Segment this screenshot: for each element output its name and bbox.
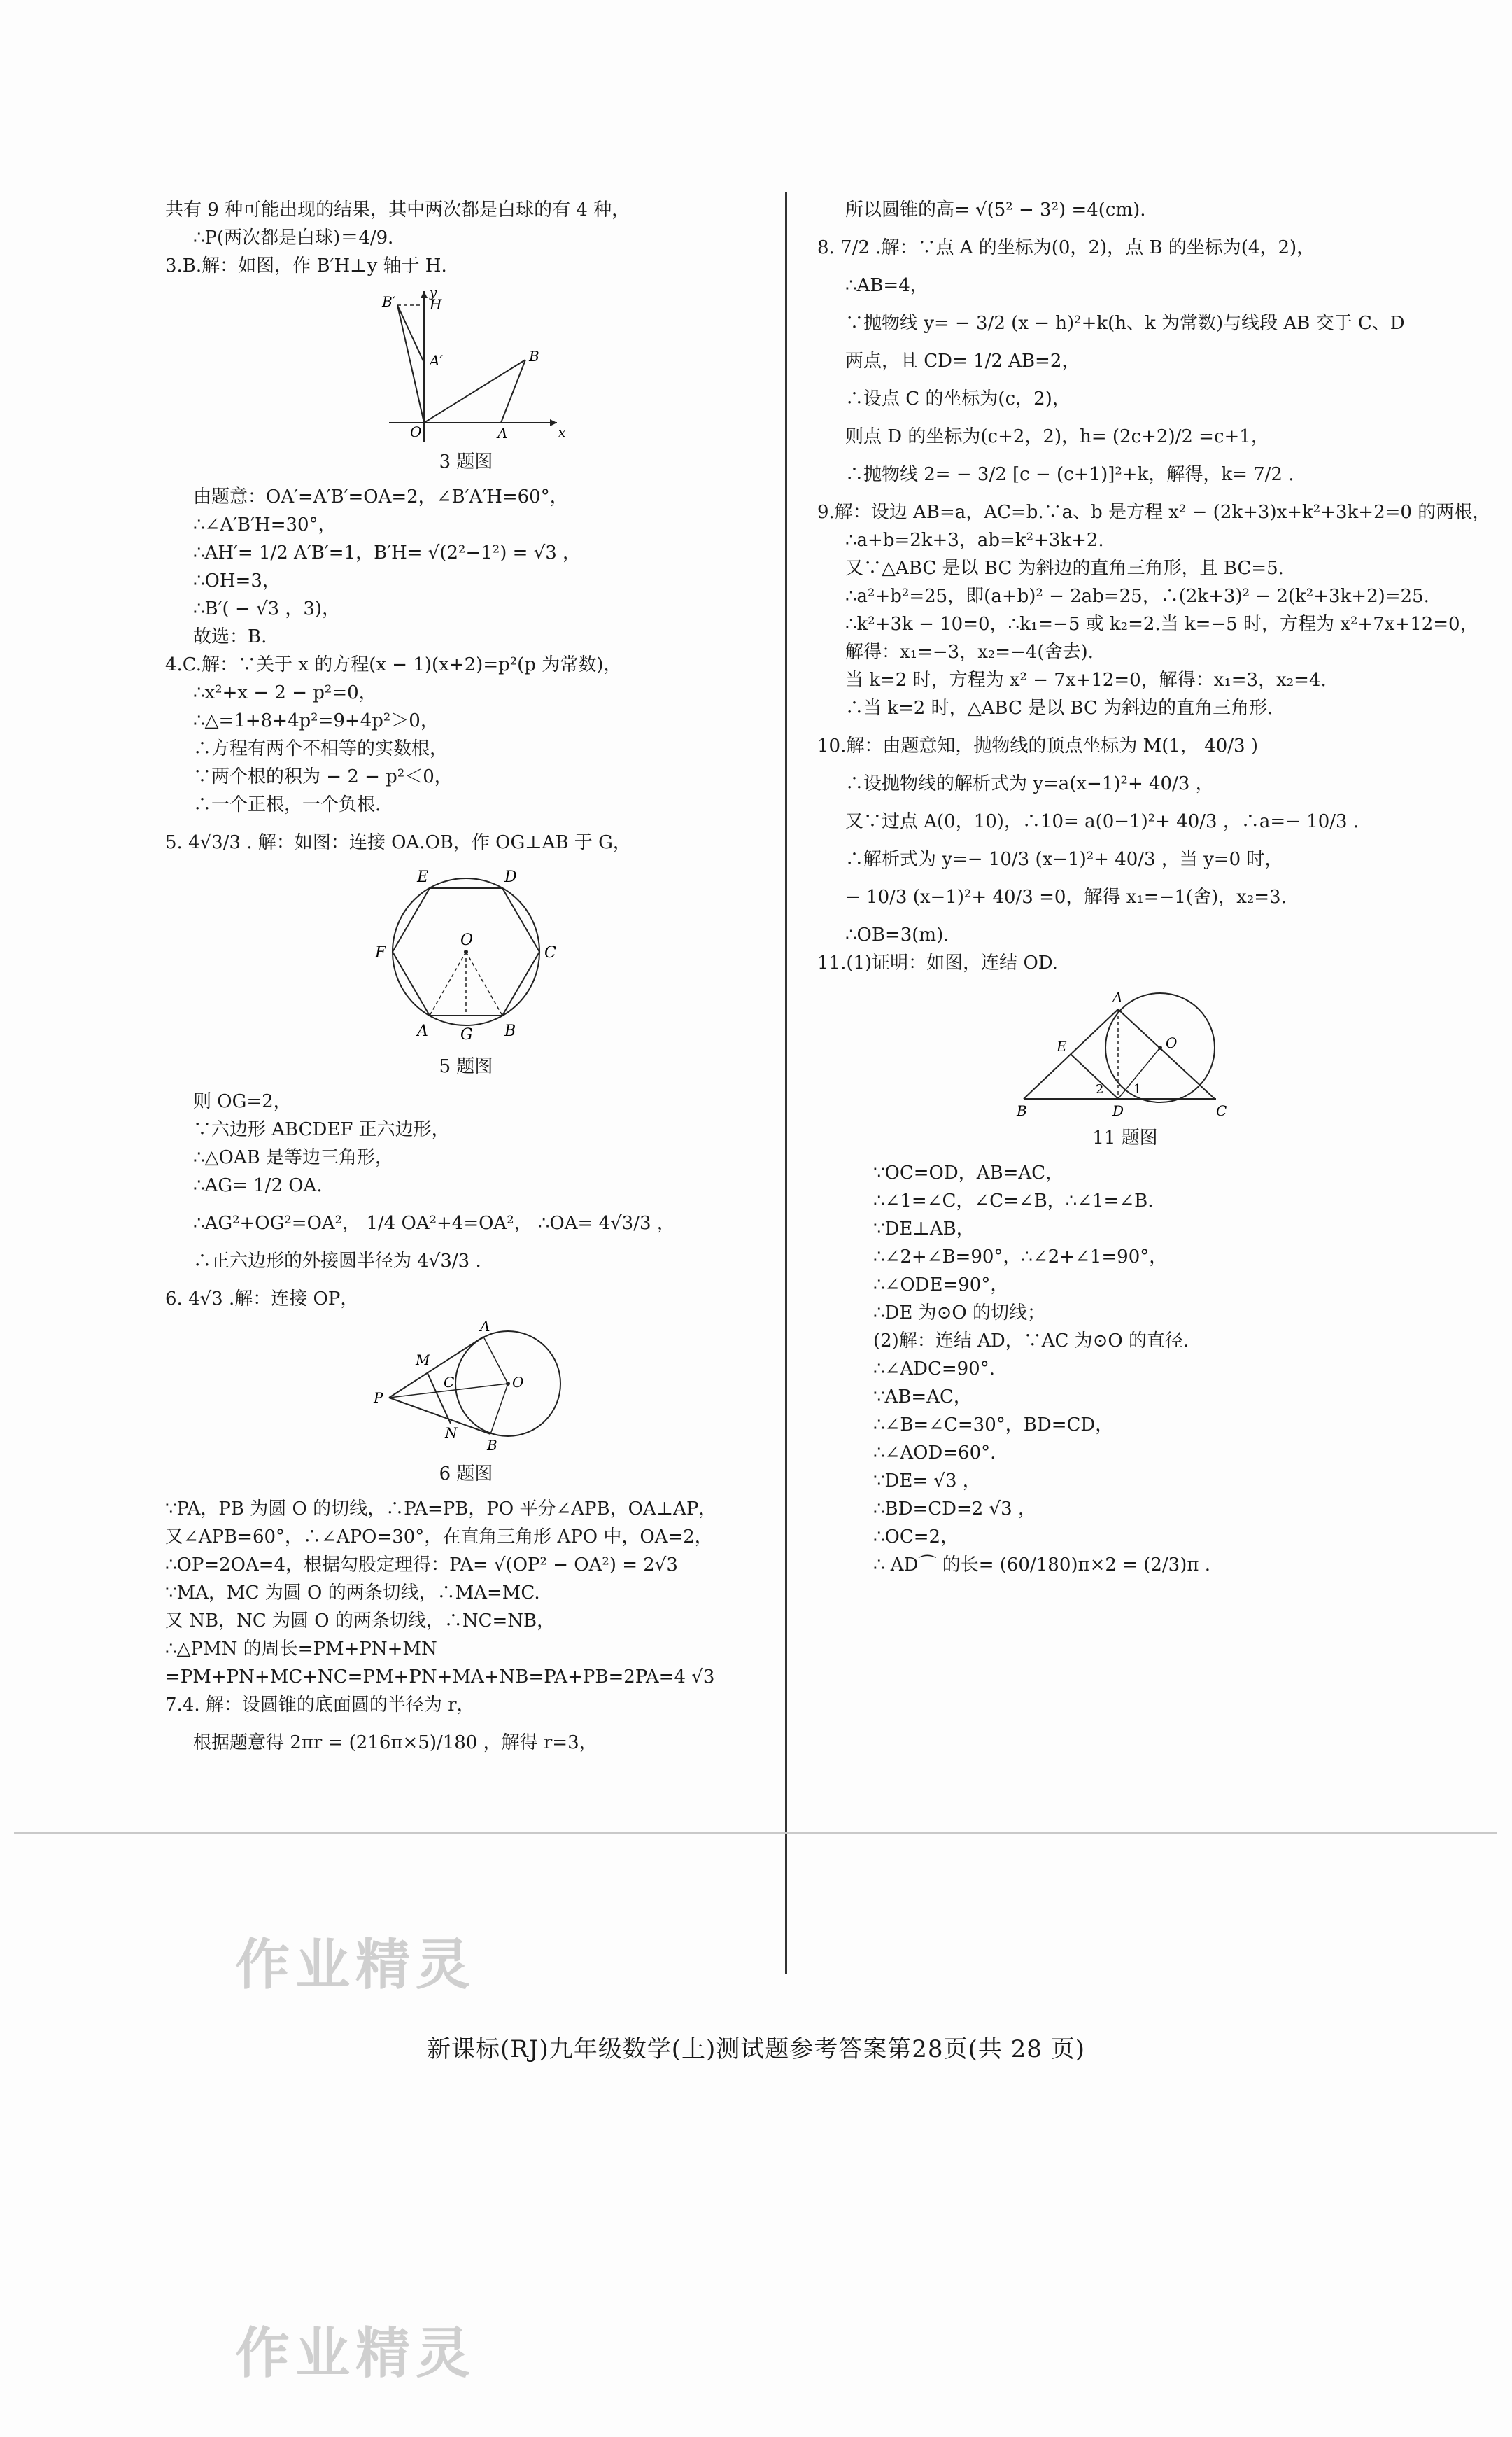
text-line: ∴方程有两个不相等的实数根， — [193, 738, 448, 759]
figure-label: O — [1166, 1034, 1178, 1051]
text-line: 当 k=2 时，方程为 x² − 7x+12=0，解得：x₁=3，x₂=4. — [845, 670, 1327, 691]
text-line: ∴DE 为⊙O 的切线； — [873, 1302, 1045, 1323]
figure-label: D — [504, 869, 517, 886]
text-line: ∴∠B=∠C=30°，BD=CD， — [873, 1414, 1114, 1435]
text-line: 由题意：OA′=A′B′=OA=2，∠B′A′H=60°， — [193, 486, 568, 507]
text-line: 3.B.解：如图，作 B′H⊥y 轴于 H. — [165, 255, 447, 276]
text-line: ∴∠A′B′H=30°， — [193, 514, 337, 535]
figure-caption: 6 题图 — [439, 1463, 493, 1484]
text-line: ∵MA，MC 为圆 O 的两条切线，∴MA=MC. — [165, 1582, 540, 1603]
text-line: 4.C.解：∵关于 x 的方程(x − 1)(x+2)=p²(p 为常数)， — [165, 654, 622, 675]
text-line: ∴AH′= 1/2 A′B′=1，B′H= √(2²−1²) = √3 ， — [193, 542, 581, 563]
figure-label: y — [430, 286, 437, 300]
page-fold-line — [14, 1832, 1497, 1834]
page-footer: 新课标(RJ)九年级数学(上)测试题参考答案第28页(共 28 页) — [427, 2035, 1085, 2063]
text-line: 共有 9 种可能出现的结果，其中两次都是白球的有 4 种， — [165, 199, 630, 220]
text-line: ∴a+b=2k+3，ab=k²+3k+2. — [845, 530, 1104, 551]
text-line: ∴△=1+8+4p²=9+4p²＞0， — [193, 710, 439, 731]
figure-label: A — [480, 1318, 490, 1335]
text-line: − 10/3 (x−1)²+ 40/3 =0，解得 x₁=−1(舍)，x₂=3. — [845, 887, 1287, 908]
figure-label: A — [417, 1023, 428, 1040]
text-line: ∴a²+b²=25，即(a+b)² − 2ab=25，∴(2k+3)² − 2(k²+3k+2)=25. — [845, 586, 1429, 607]
text-line: ∵PA，PB 为圆 O 的切线，∴PA=PB，PO 平分∠APB，OA⊥AP， — [165, 1498, 717, 1519]
watermark: 作业精灵 — [235, 1934, 476, 1997]
text-line: ∴AG²+OG²=OA²， 1/4 OA²+4=OA²， ∴OA= 4√3/3 ， — [193, 1213, 675, 1234]
text-line: ∴OC=2， — [873, 1526, 959, 1547]
text-line: ∴ AD⌒ 的长= (60/180)π×2 = (2/3)π . — [873, 1554, 1210, 1575]
figure-label: O — [460, 932, 474, 949]
text-line: ∴BD=CD=2 √3 ， — [873, 1498, 1036, 1519]
figure-caption: 11 题图 — [1092, 1128, 1158, 1149]
figure-label: B — [487, 1437, 497, 1454]
text-line: ∵AB=AC， — [873, 1386, 972, 1407]
text-line: ∴OP=2OA=4，根据勾股定理得：PA= √(OP² − OA²) = 2√3 — [165, 1554, 678, 1575]
text-line: 则 OG=2， — [193, 1091, 292, 1112]
figure-3 — [361, 284, 571, 445]
text-line: 又∠APB=60°，∴∠APO=30°，在直角三角形 APO 中，OA=2， — [165, 1526, 713, 1547]
text-line: 所以圆锥的高= √(5² − 3²) =4(cm). — [845, 199, 1146, 220]
text-line: 9.解：设边 AB=a，AC=b.∵a、b 是方程 x² − (2k+3)x+k²+3k+2=0 的两根， — [817, 502, 1491, 523]
figure-label: F — [375, 944, 386, 962]
text-line: =PM+PN+MC+NC=PM+PN+MA+NB=PA+PB=2PA=4 √3 — [165, 1666, 715, 1687]
text-line: ∴B′( − √3 ，3)， — [193, 598, 341, 619]
text-line: ∴正六边形的外接圆半径为 4√3/3 . — [193, 1251, 481, 1272]
figure-caption: 3 题图 — [439, 451, 493, 472]
figure-label: G — [460, 1026, 473, 1044]
text-line: 根据题意得 2πr = (216π×5)/180 ，解得 r=3， — [193, 1732, 598, 1753]
text-line: ∴∠ADC=90°. — [873, 1358, 995, 1379]
figure-label: B — [1017, 1102, 1027, 1119]
text-line: ∴∠AOD=60°. — [873, 1442, 996, 1463]
figure-label: A — [497, 425, 508, 442]
text-line: ∴△PMN 的周长=PM+PN+MN — [165, 1638, 437, 1659]
text-line: ∴一个正根，一个负根. — [193, 794, 381, 815]
text-line: 又∵△ABC 是以 BC 为斜边的直角三角形，且 BC=5. — [845, 558, 1284, 579]
text-line: ∵六边形 ABCDEF 正六边形， — [193, 1119, 450, 1140]
figure-label: B′ — [382, 293, 396, 310]
text-line: 10.解：由题意知，抛物线的顶点坐标为 M(1， 40/3 ) — [817, 736, 1258, 757]
text-line: ∵DE= √3 ， — [873, 1470, 981, 1491]
figure-label: C — [1216, 1102, 1227, 1119]
figure-label: E — [417, 869, 429, 886]
text-line: ∴AG= 1/2 OA. — [193, 1175, 323, 1196]
figure-5 — [361, 861, 571, 1050]
text-line: ∵两个根的积为 − 2 − p²＜0， — [193, 766, 453, 787]
text-line: ∴AB=4， — [845, 275, 928, 296]
text-line: 7.4. 解：设圆锥的底面圆的半径为 r， — [165, 1694, 475, 1715]
text-line: ∴∠2+∠B=90°，∴∠2+∠1=90°， — [873, 1246, 1168, 1267]
text-line: ∴OB=3(m). — [845, 925, 949, 946]
figure-label: 2 — [1096, 1082, 1104, 1097]
figure-label: B — [504, 1023, 516, 1040]
figure-6 — [361, 1317, 571, 1457]
text-line: 8. 7/2 .解：∵点 A 的坐标为(0，2)，点 B 的坐标为(4，2)， — [817, 237, 1315, 258]
text-line: 5. 4√3/3 . 解：如图：连接 OA.OB，作 OG⊥AB 于 G， — [165, 832, 631, 853]
figure-label: x — [558, 426, 566, 440]
figure-label: O — [410, 423, 422, 440]
figure-label: H — [430, 296, 442, 313]
text-line: 两点，且 CD= 1/2 AB=2， — [845, 351, 1080, 372]
left-column — [165, 196, 767, 1757]
figure-label: 1 — [1133, 1082, 1142, 1097]
text-line: ∴设点 C 的坐标为(c，2)， — [845, 388, 1071, 409]
text-line: ∴△OAB 是等边三角形， — [193, 1147, 394, 1168]
text-line: ∵OC=OD，AB=AC， — [873, 1163, 1064, 1184]
text-line: 11.(1)证明：如图，连结 OD. — [817, 953, 1058, 974]
figure-label: N — [445, 1424, 458, 1441]
figure-label: E — [1057, 1038, 1067, 1055]
figure-label: C — [444, 1374, 455, 1391]
text-line: ∵DE⊥AB， — [873, 1218, 975, 1239]
text-line: ∴OH=3， — [193, 570, 281, 591]
text-line: ∴解析式为 y=− 10/3 (x−1)²+ 40/3 ，当 y=0 时， — [845, 849, 1283, 870]
text-line: 则点 D 的坐标为(c+2，2)，h= (2c+2)/2 =c+1， — [845, 426, 1269, 447]
figure-11 — [1013, 981, 1237, 1121]
column-divider — [785, 192, 787, 1974]
figure-label: A — [1112, 989, 1123, 1006]
text-line: ∴设抛物线的解析式为 y=a(x−1)²+ 40/3 ， — [845, 773, 1214, 794]
text-line: (2)解：连结 AD，∵AC 为⊙O 的直径. — [873, 1330, 1189, 1351]
text-line: 故选：B. — [193, 626, 267, 647]
text-line: ∴k²+3k − 10=0，∴k₁=−5 或 k₂=2.当 k=−5 时，方程为 x²+7x+12=0， — [845, 614, 1478, 635]
text-line: ∴抛物线 2= − 3/2 [c − (c+1)]²+k，解得，k= 7/2 . — [845, 464, 1294, 485]
text-line: ∴P(两次都是白球)＝4/9． — [193, 227, 407, 248]
figure-label: B — [529, 348, 539, 365]
text-line: 又∵过点 A(0，10)，∴10= a(0−1)²+ 40/3 ，∴a=− 10/3 . — [845, 811, 1359, 832]
figure-caption: 5 题图 — [439, 1056, 493, 1077]
text-line: ∴当 k=2 时，△ABC 是以 BC 为斜边的直角三角形. — [845, 698, 1273, 719]
text-line: 又 NB，NC 为圆 O 的两条切线，∴NC=NB， — [165, 1610, 556, 1631]
text-line: ∴x²+x − 2 − p²=0， — [193, 682, 377, 703]
right-column — [817, 196, 1491, 1579]
text-line: 6. 4√3 .解：连接 OP， — [165, 1288, 359, 1309]
text-line: 解得：x₁=−3，x₂=−4(舍去). — [845, 642, 1094, 663]
text-line: ∴∠ODE=90°， — [873, 1274, 1009, 1295]
figure-label: A′ — [430, 352, 443, 369]
figure-label: P — [374, 1389, 383, 1406]
figure-label: O — [512, 1374, 524, 1391]
figure-label: M — [416, 1351, 430, 1368]
text-line: ∵抛物线 y= − 3/2 (x − h)²+k(h、k 为常数)与线段 AB 交于 C、D — [845, 313, 1405, 334]
figure-label: C — [544, 944, 556, 962]
watermark: 作业精灵 — [235, 2322, 476, 2385]
text-line: ∴∠1=∠C，∠C=∠B，∴∠1=∠B. — [873, 1191, 1154, 1212]
figure-label: D — [1112, 1102, 1124, 1119]
